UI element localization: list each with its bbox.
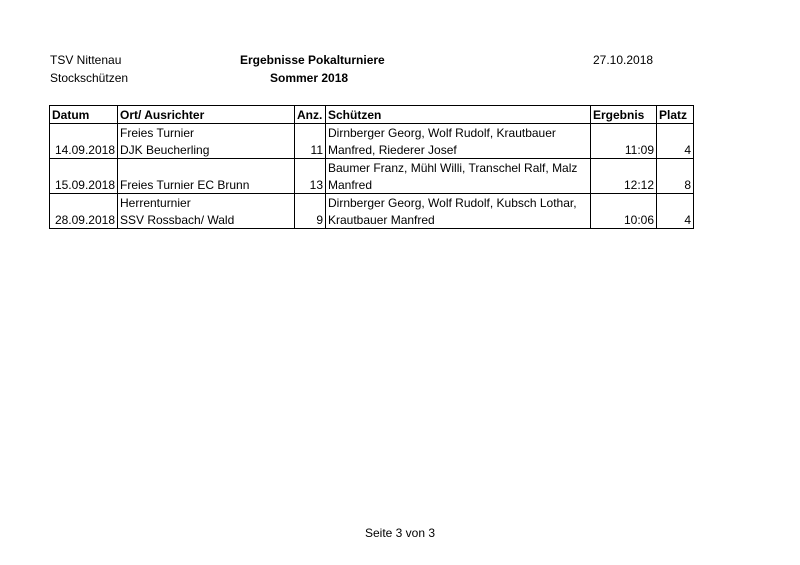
header-anz: Anz.	[295, 106, 326, 124]
table-row	[50, 176, 694, 194]
document-date: 27.10.2018	[593, 53, 654, 67]
cell-ort-line2: DJK Beucherling	[118, 141, 295, 159]
cell-schuetzen-line2: Manfred, Riederer Josef	[326, 141, 591, 159]
header-datum: Datum	[50, 106, 118, 124]
table-header-row	[50, 106, 694, 124]
header-ergebnis: Ergebnis	[591, 106, 657, 124]
table-row	[50, 141, 694, 159]
header-platz: Platz	[657, 106, 694, 124]
season-label: Sommer 2018	[270, 71, 349, 85]
cell-schuetzen-line2: Manfred	[326, 176, 591, 194]
organization-name: TSV Nittenau	[50, 53, 122, 67]
cell-anz: 13	[295, 176, 326, 194]
department-name: Stockschützen	[50, 71, 129, 85]
page-number: Seite 3 von 3	[364, 526, 436, 540]
cell-schuetzen-line1: Baumer Franz, Mühl Willi, Transchel Ralf, Malz	[326, 159, 591, 177]
header-schuetzen: Schützen	[326, 106, 591, 124]
cell-schuetzen-line1: Dirnberger Georg, Wolf Rudolf, Krautbauer	[326, 124, 591, 142]
cell-datum: 28.09.2018	[50, 211, 118, 229]
cell-datum: 14.09.2018	[50, 141, 118, 159]
cell-datum: 15.09.2018	[50, 176, 118, 194]
table-row	[50, 124, 694, 142]
cell-anz: 11	[295, 141, 326, 159]
cell-ergebnis: 12:12	[591, 176, 657, 194]
cell-anz: 9	[295, 211, 326, 229]
cell-ort-line1: Freies Turnier	[118, 124, 295, 142]
results-table	[49, 105, 694, 229]
cell-ergebnis: 10:06	[591, 211, 657, 229]
cell-platz: 4	[657, 211, 694, 229]
cell-ort-line1: Herrenturnier	[118, 194, 295, 212]
table-row	[50, 211, 694, 229]
cell-ergebnis: 11:09	[591, 141, 657, 159]
table-row	[50, 194, 694, 212]
cell-ort-line2: Freies Turnier EC Brunn	[118, 176, 295, 194]
document-title: Ergebnisse Pokalturniere	[240, 53, 385, 67]
cell-ort-line2: SSV Rossbach/ Wald	[118, 211, 295, 229]
cell-schuetzen-line1: Dirnberger Georg, Wolf Rudolf, Kubsch Lothar,	[326, 194, 591, 212]
cell-platz: 4	[657, 141, 694, 159]
cell-ort-line1	[118, 159, 295, 177]
cell-schuetzen-line2: Krautbauer Manfred	[326, 211, 591, 229]
table-row	[50, 159, 694, 177]
cell-platz: 8	[657, 176, 694, 194]
header-ort: Ort/ Ausrichter	[118, 106, 295, 124]
